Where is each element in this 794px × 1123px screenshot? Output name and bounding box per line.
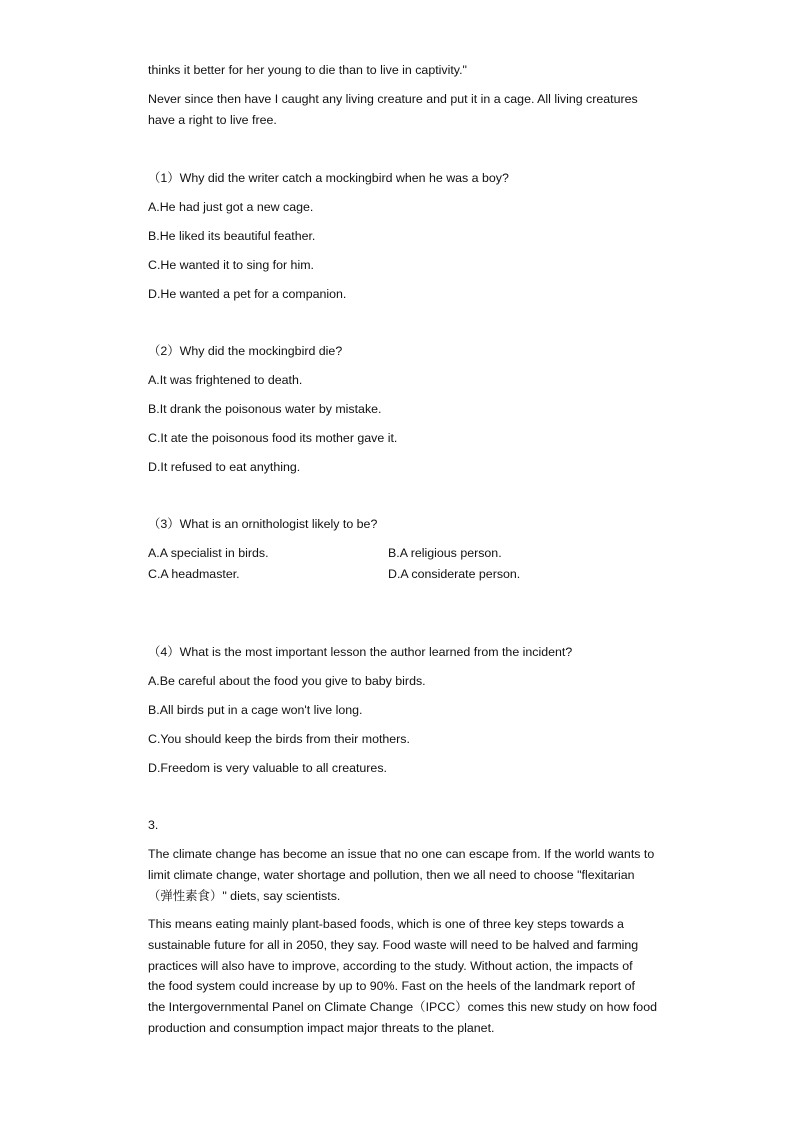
paragraph-line: production and consumption impact major threats to the planet. <box>148 1020 495 1035</box>
section-3-paragraph-2 <box>148 914 678 1039</box>
question-4-option-d: D.Freedom is very valuable to all creatures. <box>148 761 387 775</box>
question-4-option-a: A.Be careful about the food you give to baby birds. <box>148 674 426 688</box>
question-2-option-b: B.It drank the poisonous water by mistake. <box>148 402 382 416</box>
question-4-option-c: C.You should keep the birds from their mothers. <box>148 732 410 746</box>
question-1-stem: （1）Why did the writer catch a mockingbird when he was a boy? <box>148 171 509 185</box>
passage-line: Never since then have I caught any living creature and put it in a cage. All living creatures <box>148 92 638 106</box>
paragraph-line: （弹性素食）" diets, say scientists. <box>148 888 341 903</box>
question-2-stem: （2）Why did the mockingbird die? <box>148 344 343 358</box>
paragraph-line: sustainable future for all in 2050, they say. Food waste will need to be halved and farming <box>148 937 639 952</box>
question-3-option-b: B.A religious person. <box>388 546 502 560</box>
question-4-option-b: B.All birds put in a cage won't live long. <box>148 703 363 717</box>
question-3-option-c: C.A headmaster. <box>148 567 240 581</box>
section-3-paragraph-1 <box>148 844 678 906</box>
question-1-option-d: D.He wanted a pet for a companion. <box>148 287 347 301</box>
passage-line: have a right to live free. <box>148 113 277 127</box>
question-1-option-a: A.He had just got a new cage. <box>148 200 314 214</box>
section-number: 3. <box>148 818 159 832</box>
question-2-option-d: D.It refused to eat anything. <box>148 460 301 474</box>
paragraph-line: limit climate change, water shortage and pollution, then we all need to choose "flexitarian <box>148 867 635 882</box>
passage-line: thinks it better for her young to die than to live in captivity." <box>148 63 467 77</box>
question-2-option-c: C.It ate the poisonous food its mother gave it. <box>148 431 398 445</box>
question-2-option-a: A.It was frightened to death. <box>148 373 303 387</box>
question-1-option-b: B.He liked its beautiful feather. <box>148 229 316 243</box>
question-4-stem: （4）What is the most important lesson the author learned from the incident? <box>148 645 573 659</box>
paragraph-line: the food system could increase by up to 90%. Fast on the heels of the landmark report of <box>148 979 635 994</box>
question-3-option-d: D.A considerate person. <box>388 567 521 581</box>
question-1-option-c: C.He wanted it to sing for him. <box>148 258 314 272</box>
paragraph-line: The climate change has become an issue that no one can escape from. If the world wants to <box>148 847 655 861</box>
paragraph-line: the Intergovernmental Panel on Climate Change（IPCC）comes this new study on how food <box>148 1000 657 1015</box>
question-3-option-a: A.A specialist in birds. <box>148 546 269 560</box>
paragraph-line: This means eating mainly plant-based foods, which is one of three key steps towards a <box>148 917 624 931</box>
paragraph-line: practices will also have to improve, according to the study. Without action, the impacts of <box>148 958 633 973</box>
question-3-stem: （3）What is an ornithologist likely to be? <box>148 517 378 531</box>
